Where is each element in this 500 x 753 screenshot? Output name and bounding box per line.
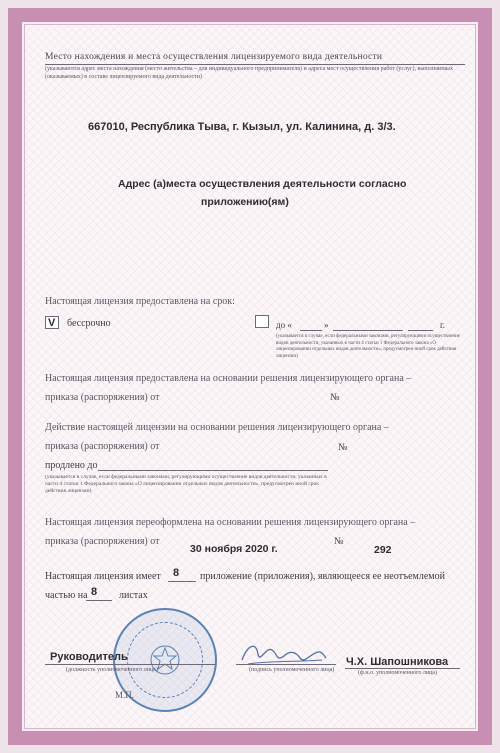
reissue-number: 292 [374,544,392,556]
check-mark: V [48,317,56,329]
action-note: (указывается в случае, если федеральными законами, регулирующими осуществление видов деятельности, указанных в части 4 статьи 1 Федерального закона «О лицензировании отдельных видов деятельности», предусмотрен иной срок действия лицензии) [45,474,327,494]
reissue-line1: Настоящая лицензия переоформлена на основании решения лицензирующего органа – [45,517,416,528]
location-note: (указываются адрес места нахождения (место жительства – для индивидуального предпринимателя) и адреса мест осуществления работ (услуг), выполняемых (оказываемых) в составе лицензируемого вида деятельности) [45,66,453,80]
action-line2: приказа (распоряжения) от [45,441,160,452]
address-main: 667010, Республика Тыва, г. Кызыл, ул. Калинина, д. 3/3. [88,121,396,133]
signature-note: (подпись уполномоченного лица) [249,667,335,673]
position-line [45,664,215,665]
reissue-number-sign: № [334,536,344,547]
appendix-prefix: Настоящая лицензия имеет [45,571,161,582]
signatory-position: Руководитель [50,651,128,663]
seal-emblem-icon [145,640,185,680]
year-suffix: г. [440,320,445,330]
basis-line2: приказа (распоряжения) от [45,392,160,403]
action-line1: Действие настоящей лицензии на основании решения лицензирующего органа – [45,422,389,433]
action-number-sign: № [338,442,348,453]
appendix-count: 8 [173,567,180,579]
until-month-line [333,330,403,331]
addresses-title-line2: приложению(ям) [201,196,289,208]
reissue-date: 30 ноября 2020 г. [190,543,278,555]
until-prefix: до « [276,320,292,330]
basis-line1: Настоящая лицензия предоставлена на основании решения лицензирующего органа – [45,373,412,384]
addresses-title-line1: Адрес (а)места осуществления деятельности согласно [118,178,407,190]
extended-line [98,470,328,471]
perpetual-label: бессрочно [67,318,111,329]
basis-number-sign: № [330,392,340,403]
position-note: (должность уполномоченного лица) [66,667,158,673]
term-label: Настоящая лицензия предоставлена на срок: [45,296,235,307]
signature-line [236,664,336,665]
until-suffix: » [324,320,329,330]
appendix-count-line [168,581,196,582]
appendix-part-prefix: частью на [45,590,88,601]
name-note: (ф.и.о. уполномоченного лица) [358,670,437,676]
appendix-sheets-line [86,600,112,601]
appendix-sheets-suffix: листах [119,590,148,601]
until-date-checkbox[interactable] [255,315,269,328]
until-day-line [300,330,322,331]
stamp-place-mark: М.П. [115,690,135,700]
extended-label: продлено до [45,460,98,471]
until-year-line [408,330,433,331]
location-heading: Место нахождения и места осуществления лицензируемого вида деятельности [45,52,383,62]
appendix-sheets: 8 [91,586,98,598]
signatory-name: Ч.Х. Шапошникова [346,656,449,668]
until-note: (указывается в случае, если федеральными законами, регулирующими осуществление видов деятельности, указанных в части 4 статьи 1 Федерального закона «О лицензировании отдельных видов деятельности», предусмотрен иной срок действия лицензии) [276,334,460,359]
appendix-suffix: приложение (приложения), являющееся ее неотъемлемой [200,571,445,582]
reissue-line2: приказа (распоряжения) от [45,536,160,547]
